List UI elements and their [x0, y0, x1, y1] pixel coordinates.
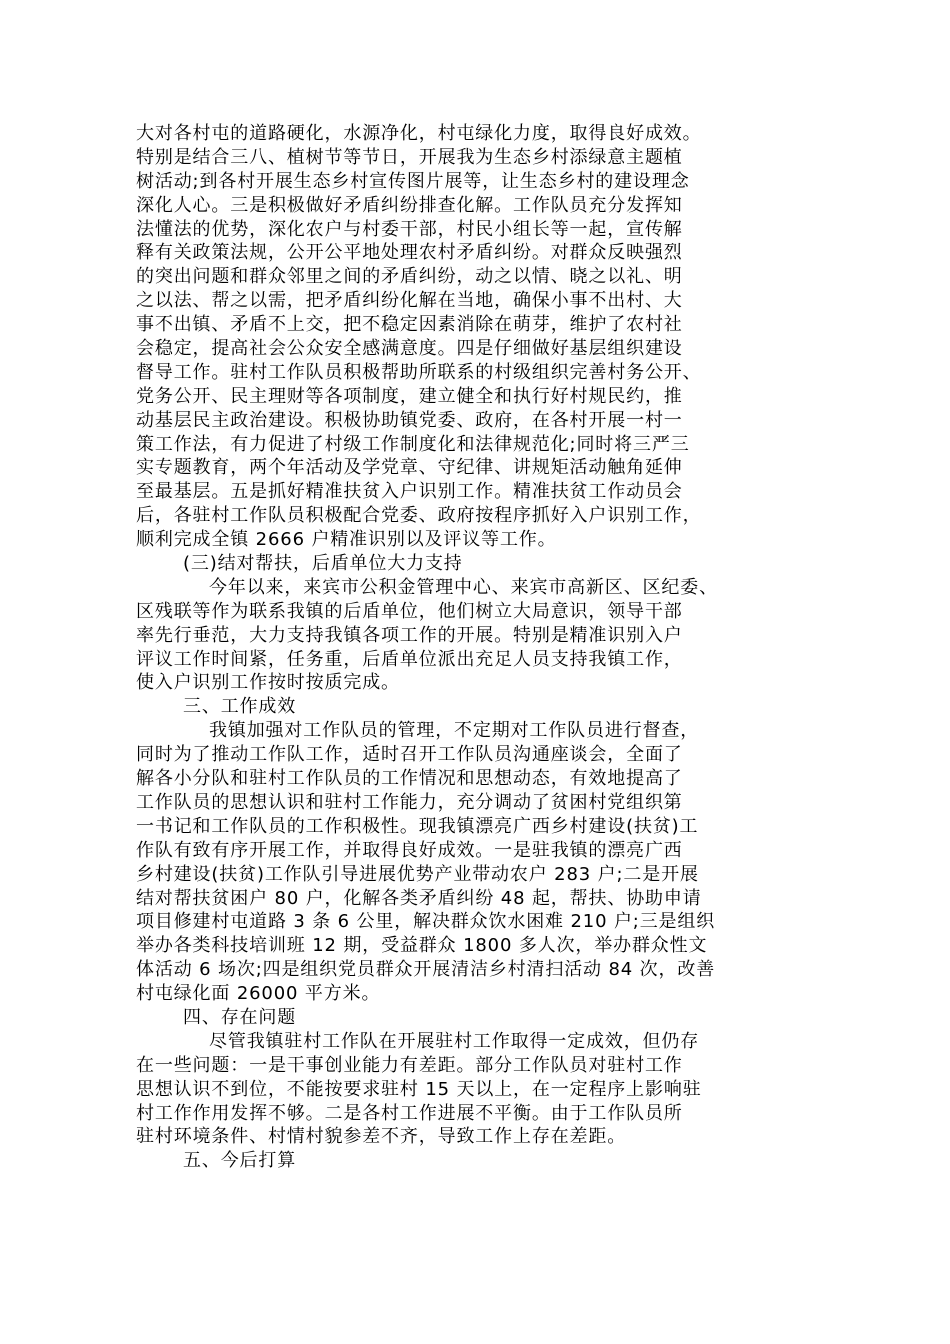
text-line: 的突出问题和群众邻里之间的矛盾纠纷，动之以情、晓之以礼、明: [136, 266, 683, 288]
text-line: 同时为了推动工作队工作，适时召开工作队员沟通座谈会，全面了: [136, 744, 683, 766]
text-line: 党务公开、民主理财等各项制度，建立健全和执行好村规民约，推: [136, 385, 683, 407]
text-line: 驻村环境条件、村情村貌参差不齐，导致工作上存在差距。: [136, 1126, 627, 1148]
text-line: 大对各村屯的道路硬化，水源净化，村屯绿化力度，取得良好成效。: [136, 123, 702, 144]
text-line: 评议工作时间紧，任务重，后盾单位派出充足人员支持我镇工作，: [136, 648, 683, 670]
text-line: 解各小分队和驻村工作队员的工作情况和思想动态，有效地提高了: [136, 768, 683, 790]
text-line: 事不出镇、矛盾不上交，把不稳定因素消除在萌芽，维护了农村社: [136, 314, 683, 336]
text-line: 尽管我镇驻村工作队在开展驻村工作取得一定成效，但仍存: [209, 1030, 700, 1052]
text-line: 结对帮扶贫困户 80 户，化解各类矛盾纠纷 48 起，帮扶、协助申请: [136, 887, 702, 909]
text-line: 顺利完成全镇 2666 户精准识别以及评议等工作。: [136, 529, 557, 551]
text-line: 之以法、帮之以需，把矛盾纠纷化解在当地，确保小事不出村、大: [136, 290, 683, 312]
text-line: 体活动 6 场次;四是组织党员群众开展清洁乡村清扫活动 84 次，改善: [136, 959, 716, 981]
text-line: 释有关政策法规，公开公平地处理农村矛盾纠纷。对群众反映强烈: [136, 242, 683, 264]
text-line: 实专题教育，两个年活动及学党章、守纪律、讲规矩活动触角延伸: [136, 457, 683, 479]
text-line: 我镇加强对工作队员的管理，不定期对工作队员进行督查，: [209, 720, 700, 742]
text-line: 率先行垂范，大力支持我镇各项工作的开展。特别是精准识别入户: [136, 624, 683, 646]
text-line: 举办各类科技培训班 12 期，受益群众 1800 多人次，举办群众性文: [136, 935, 708, 957]
text-line: 作队有致有序开展工作，并取得良好成效。一是驻我镇的漂亮广西: [136, 839, 683, 861]
text-line: 在一些问题：一是干事创业能力有差距。部分工作队员对驻村工作: [136, 1054, 683, 1076]
text-line: 特别是结合三八、植树节等节日，开展我为生态乡村添绿意主题植: [136, 146, 683, 168]
document-page: [136, 122, 826, 1173]
text-line: 区残联等作为联系我镇的后盾单位，他们树立大局意识，领导干部: [136, 600, 683, 622]
text-line: 至最基层。五是抓好精准扶贫入户识别工作。精准扶贫工作动员会: [136, 481, 683, 503]
section-heading: 四、存在问题: [183, 1006, 297, 1028]
text-line: 策工作法，有力促进了村级工作制度化和法律规范化;同时将三严三: [136, 433, 690, 455]
section-heading: 五、今后打算: [183, 1150, 297, 1172]
text-line: 项目修建村屯道路 3 条 6 公里，解决群众饮水困难 210 户;三是组织: [136, 911, 716, 933]
text-line: 使入户识别工作按时按质完成。: [136, 672, 400, 694]
text-line: 工作队员的思想认识和驻村工作能力，充分调动了贫困村党组织第: [136, 791, 683, 813]
section-heading: 三、工作成效: [183, 696, 297, 718]
text-line: 树活动;到各村开展生态乡村宣传图片展等，让生态乡村的建设理念: [136, 170, 690, 192]
text-line: 思想认识不到位，不能按要求驻村 15 天以上，在一定程序上影响驻: [136, 1078, 702, 1100]
text-line: 督导工作。驻村工作队员积极帮助所联系的村级组织完善村务公开、: [136, 361, 702, 383]
text-line: 乡村建设(扶贫)工作队引导进展优势产业带动农户 283 户;二是开展: [136, 863, 699, 885]
text-line: 会稳定，提高社会公众安全感满意度。四是仔细做好基层组织建设: [136, 338, 683, 360]
text-line: 深化人心。三是积极做好矛盾纠纷排查化解。工作队员充分发挥知: [136, 194, 683, 216]
text-line: 动基层民主政治建设。积极协助镇党委、政府，在各村开展一村一: [136, 409, 683, 431]
text-line: 今年以来，来宾市公积金管理中心、来宾市高新区、区纪委、: [209, 576, 718, 598]
text-line: 后，各驻村工作队员积极配合党委、政府按程序抓好入户识别工作，: [136, 505, 702, 527]
text-line: 村工作作用发挥不够。二是各村工作进展不平衡。由于工作队员所: [136, 1102, 683, 1124]
section-heading: (三)结对帮扶，后盾单位大力支持: [183, 553, 463, 575]
text-line: 一书记和工作队员的工作积极性。现我镇漂亮广西乡村建设(扶贫)工: [136, 815, 699, 837]
text-line: 村屯绿化面 26000 平方米。: [136, 983, 381, 1005]
text-line: 法懂法的优势，深化农户与村委干部，村民小组长等一起，宣传解: [136, 218, 683, 240]
